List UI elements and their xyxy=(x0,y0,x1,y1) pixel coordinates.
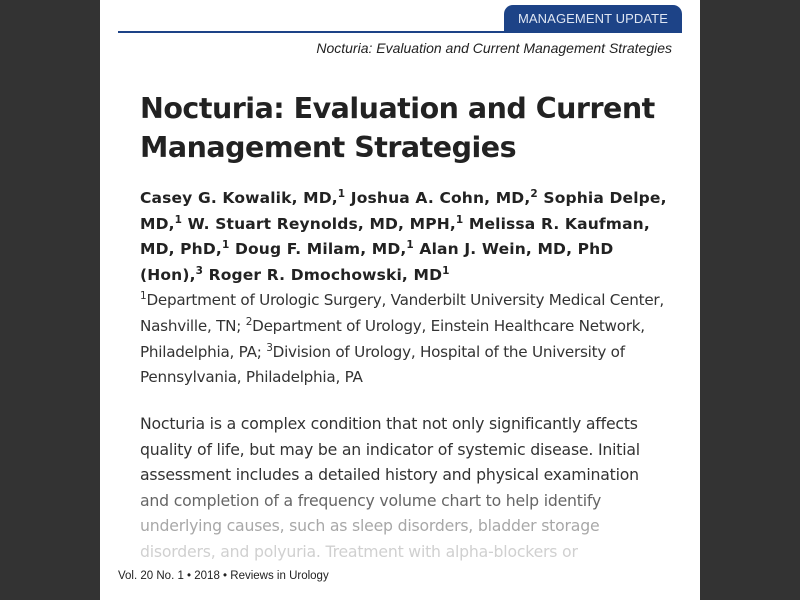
document-page xyxy=(100,0,700,600)
affiliation-marker: 1 xyxy=(337,188,346,200)
affiliation-text: Department of Urologic Surgery, Vanderbilt University Medical Center, Nashville, TN; xyxy=(140,291,664,335)
author-name: Casey G. Kowalik, MD, xyxy=(140,189,338,207)
affiliations xyxy=(140,288,670,391)
affiliation-marker: 1 xyxy=(221,239,230,251)
affiliation-marker: 1 xyxy=(442,264,450,277)
article-title xyxy=(140,89,670,167)
affiliation-marker: 3 xyxy=(195,264,204,277)
affiliation-number: 2 xyxy=(245,315,253,328)
abstract-line: Nocturia is a complex condition that not only significantly affects xyxy=(140,414,638,433)
abstract-line: quality of life, but may be an indicator of systemic disease. Initial xyxy=(140,439,640,459)
author-name: Alan J. Wein, MD, PhD (Hon), xyxy=(140,240,614,284)
affiliation-marker: 1 xyxy=(406,239,414,251)
abstract-line: disorders, and polyuria. Treatment with alpha-blockers or xyxy=(140,541,578,561)
affiliation-marker: 1 xyxy=(455,213,464,226)
title-line: Management Strategies xyxy=(140,131,517,164)
affiliation-text: Division of Urology, Hospital of the University of Pennsylvania, Philadelphia, PA xyxy=(140,342,625,387)
affiliation-text: Department of Urology, Einstein Healthcare Network, Philadelphia, PA; xyxy=(140,316,645,361)
abstract-line: and completion of a frequency volume chart to help identify xyxy=(140,490,602,510)
affiliation-marker: 1 xyxy=(174,213,183,226)
abstract xyxy=(140,411,670,565)
author-name: W. Stuart Reynolds, MD, MPH, xyxy=(182,214,456,233)
affiliation-marker: 2 xyxy=(530,188,538,200)
affiliation-number: 1 xyxy=(140,290,147,302)
author-name: Joshua A. Cohn, MD, xyxy=(345,189,531,207)
running-head: Nocturia: Evaluation and Current Management Strategies xyxy=(316,40,672,56)
author-name: Doug F. Milam, MD, xyxy=(229,240,407,258)
footer-citation: Vol. 20 No. 1 • 2018 • Reviews in Urology xyxy=(118,570,329,582)
author-name: Sophia Delpe, MD, xyxy=(140,189,667,233)
title-line: Nocturia: Evaluation and Current xyxy=(140,92,655,125)
affiliation-number: 3 xyxy=(266,341,273,354)
page-footer xyxy=(100,562,700,600)
author-name: Roger R. Dmochowski, MD xyxy=(203,265,443,284)
author-name: Melissa R. Kaufman, MD, PhD, xyxy=(140,214,650,258)
section-tab: MANAGEMENT UPDATE xyxy=(504,5,682,33)
abstract-line: underlying causes, such as sleep disorders, bladder storage xyxy=(140,516,600,536)
abstract-line: assessment includes a detailed history and physical examination xyxy=(140,465,639,485)
author-list xyxy=(140,186,670,288)
